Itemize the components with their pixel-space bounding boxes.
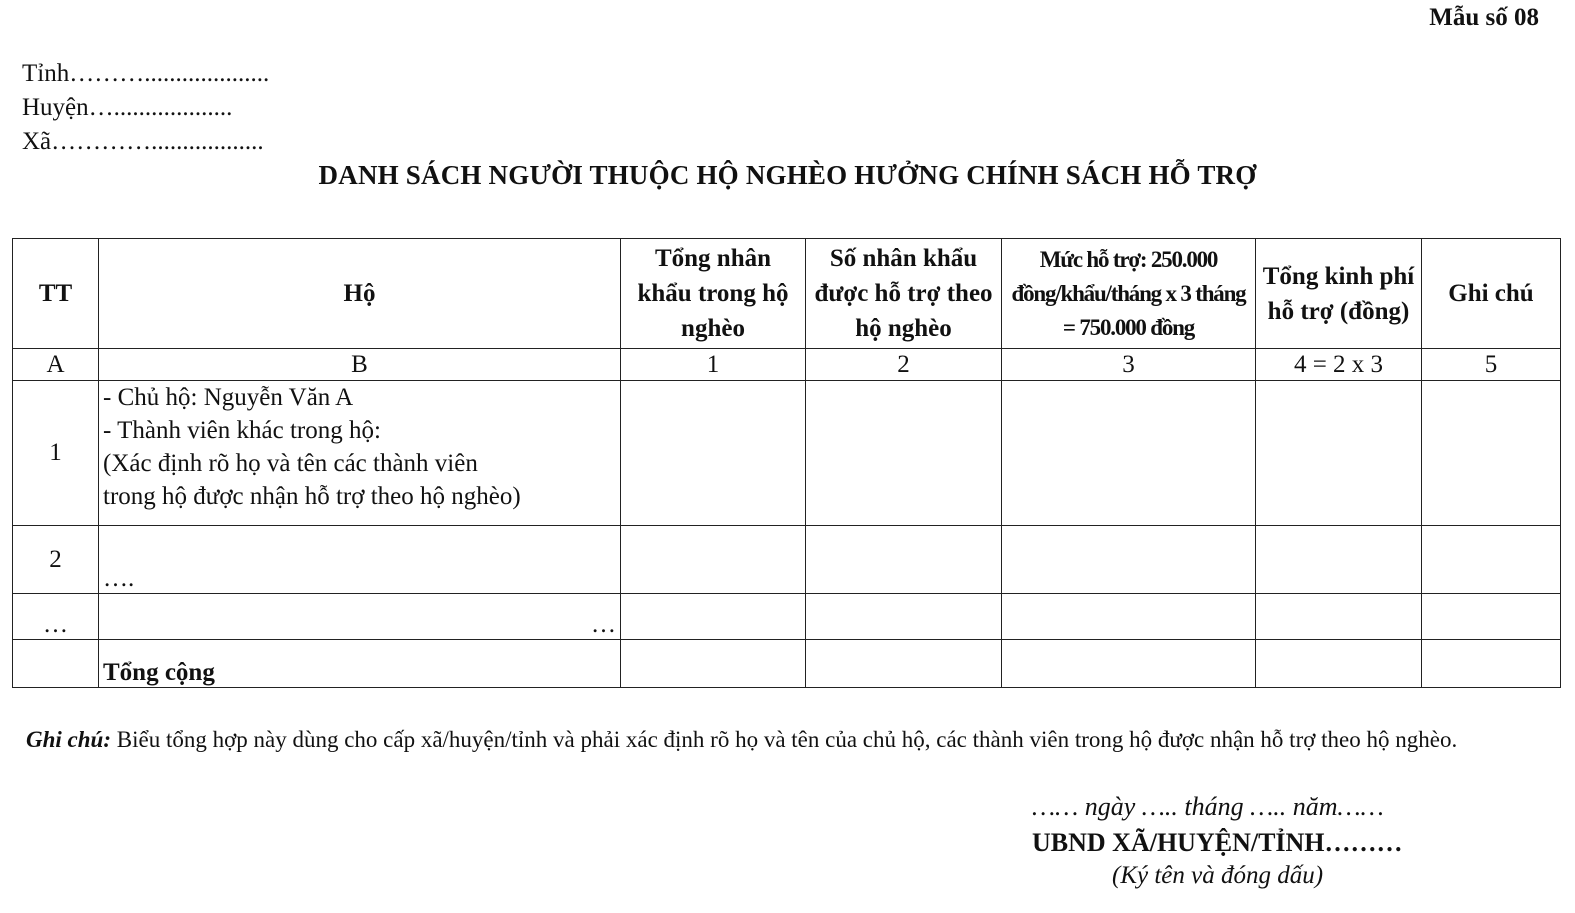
empty-cell (806, 526, 1002, 594)
header-household: Hộ (99, 239, 621, 349)
index-cell: 5 (1422, 349, 1561, 381)
index-cell: 1 (621, 349, 806, 381)
row-number: 1 (13, 381, 99, 526)
total-label: Tổng cộng (99, 640, 621, 688)
table-row (13, 381, 1561, 526)
empty-cell (1422, 381, 1561, 526)
header-notes: Ghi chú (1422, 239, 1561, 349)
index-row (13, 349, 1561, 381)
signature-instruction: (Ký tên và đóng dấu) (1112, 862, 1324, 889)
footnote (26, 720, 1551, 760)
total-row (13, 640, 1561, 688)
district-line: Huyện…................... (22, 94, 233, 121)
empty-cell (621, 640, 806, 688)
row-number: … (13, 594, 99, 640)
empty-cell (806, 640, 1002, 688)
empty-cell (1422, 640, 1561, 688)
description-line: - Thành viên khác trong hộ: (103, 417, 381, 444)
issuing-authority: UBND XÃ/HUYỆN/TỈNH……… (1032, 828, 1403, 857)
index-cell: 4 = 2 x 3 (1256, 349, 1422, 381)
empty-cell (1002, 526, 1256, 594)
support-list-table (12, 238, 1561, 688)
header-support-rate: Mức hỗ trợ: 250.000 đồng/khẩu/tháng x 3 tháng = 750.000 đồng (1002, 239, 1256, 349)
empty-cell (1002, 640, 1256, 688)
document-title: DANH SÁCH NGƯỜI THUỘC HỘ NGHÈO HƯỞNG CHÍNH SÁCH HỖ TRỢ (318, 160, 1257, 190)
commune-line: Xã………….................. (22, 128, 264, 155)
footnote-label: Ghi chú: (26, 727, 111, 752)
empty-cell (621, 594, 806, 640)
row-number: 2 (13, 526, 99, 594)
admin-units (22, 57, 269, 159)
empty-cell (806, 381, 1002, 526)
table-row (13, 594, 1561, 640)
household-cell: … (99, 594, 621, 640)
index-cell: A (13, 349, 99, 381)
empty-cell (1256, 526, 1422, 594)
form-number: Mẫu số 08 (1429, 4, 1539, 31)
description-line: (Xác định rõ họ và tên các thành viên (103, 450, 478, 477)
header-total-funds: Tổng kinh phí hỗ trợ (đồng) (1256, 239, 1422, 349)
empty-cell (1002, 594, 1256, 640)
header-tt: TT (13, 239, 99, 349)
header-row (13, 239, 1561, 349)
header-supported-members: Số nhân khẩu được hỗ trợ theo hộ nghèo (806, 239, 1002, 349)
household-cell: …. (99, 526, 621, 594)
empty-cell (806, 594, 1002, 640)
index-cell: B (99, 349, 621, 381)
table-row (13, 526, 1561, 594)
empty-cell (1422, 526, 1561, 594)
empty-cell (1002, 381, 1256, 526)
empty-cell (1256, 640, 1422, 688)
empty-cell (13, 640, 99, 688)
empty-cell (621, 526, 806, 594)
empty-cell (1256, 381, 1422, 526)
province-line: Tỉnh……….................... (22, 60, 270, 87)
description-line: - Chủ hộ: Nguyễn Văn A (103, 384, 354, 411)
index-cell: 2 (806, 349, 1002, 381)
index-cell: 3 (1002, 349, 1256, 381)
household-description (99, 381, 621, 526)
empty-cell (1422, 594, 1561, 640)
footnote-text: Biểu tổng hợp này dùng cho cấp xã/huyện/tỉnh và phải xác định rõ họ và tên của chủ hộ, các thành viên trong hộ được nhận hỗ trợ theo hộ nghèo. (116, 727, 1458, 752)
date-line: …… ngày ….. tháng ….. năm…… (1032, 792, 1384, 821)
empty-cell (1256, 594, 1422, 640)
description-line: trong hộ được nhận hỗ trợ theo hộ nghèo) (103, 483, 521, 510)
header-total-members: Tổng nhân khẩu trong hộ nghèo (621, 239, 806, 349)
empty-cell (621, 381, 806, 526)
